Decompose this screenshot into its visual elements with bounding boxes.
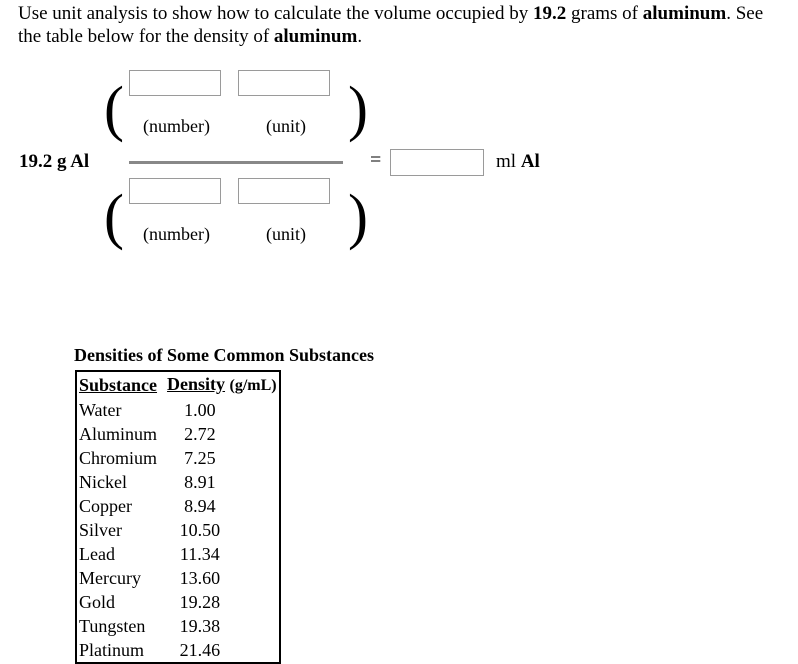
- density-cell: 2.72: [184, 424, 216, 444]
- prompt-text: the table below for the density of: [18, 26, 274, 47]
- table-row: [76, 566, 280, 590]
- prompt-line-1: [18, 2, 798, 25]
- substance-cell: Lead: [79, 544, 115, 564]
- table-row: [76, 470, 280, 494]
- denominator-number-hint: (number): [143, 224, 210, 244]
- left-paren: (: [104, 73, 124, 143]
- substance-cell: Gold: [79, 592, 115, 612]
- numerator-unit-hint: (unit): [266, 116, 306, 136]
- density-cell: 11.34: [179, 544, 220, 564]
- substance-cell: Silver: [79, 520, 122, 540]
- table-row: [76, 638, 280, 663]
- table-row: [76, 422, 280, 446]
- prompt-text: . See: [726, 3, 764, 24]
- table-row: [76, 590, 280, 614]
- fraction-bar: [129, 161, 343, 164]
- numerator-unit-input[interactable]: [238, 70, 330, 96]
- density-cell: 7.25: [184, 448, 216, 468]
- table-row: [76, 398, 280, 422]
- substance-cell: Mercury: [79, 568, 141, 588]
- prompt-text: grams of: [566, 3, 643, 24]
- substance-cell: Tungsten: [79, 616, 146, 636]
- question-prompt: [18, 2, 798, 48]
- substance-cell: Platinum: [79, 640, 145, 660]
- density-table-body: [76, 398, 280, 663]
- table-row: [76, 542, 280, 566]
- right-paren: ): [348, 181, 368, 251]
- table-header-row: [76, 371, 280, 398]
- answer-unit-substance: Al: [520, 151, 540, 172]
- density-cell: 19.28: [179, 592, 221, 612]
- table-row: [76, 446, 280, 470]
- denominator-unit-input[interactable]: [238, 178, 330, 204]
- given-quantity: 19.2 g Al: [19, 151, 90, 172]
- density-cell: 8.94: [184, 496, 216, 516]
- substance-cell: Water: [79, 400, 122, 420]
- table-caption: Densities of Some Common Substances: [74, 345, 375, 365]
- answer-unit-label: [496, 151, 540, 173]
- prompt-text: Use unit analysis to show how to calculate the volume occupied by: [18, 3, 533, 24]
- table-row: [76, 518, 280, 542]
- substance-cell: Copper: [79, 496, 132, 516]
- prompt-text: .: [357, 26, 363, 47]
- right-paren: ): [348, 73, 368, 143]
- density-cell: 1.00: [184, 400, 216, 420]
- density-cell: 13.60: [179, 568, 221, 588]
- substance-cell: Nickel: [79, 472, 127, 492]
- table-row: [76, 494, 280, 518]
- density-cell: 10.50: [179, 520, 221, 540]
- numerator-number-input[interactable]: [129, 70, 221, 96]
- prompt-substance: aluminum: [642, 3, 727, 24]
- equals-sign: =: [370, 149, 382, 171]
- density-cell: 21.46: [179, 640, 221, 660]
- denominator-unit-hint: (unit): [266, 224, 306, 244]
- prompt-line-2: [18, 25, 798, 48]
- substance-cell: Aluminum: [79, 424, 158, 444]
- header-substance: [76, 371, 159, 398]
- header-density: [159, 371, 280, 398]
- density-table: [75, 370, 281, 664]
- table-row: [76, 614, 280, 638]
- prompt-substance: aluminum: [273, 26, 358, 47]
- density-cell: 8.91: [184, 472, 216, 492]
- substance-cell: Chromium: [79, 448, 158, 468]
- answer-input[interactable]: [390, 149, 484, 176]
- density-cell: 19.38: [179, 616, 221, 636]
- prompt-mass: 19.2: [533, 3, 567, 24]
- header-density-unit: (g/mL): [229, 377, 277, 394]
- numerator-number-hint: (number): [143, 116, 210, 136]
- answer-unit-prefix: ml: [496, 151, 517, 172]
- header-substance-label: Substance: [79, 375, 158, 395]
- left-paren: (: [104, 181, 124, 251]
- denominator-number-input[interactable]: [129, 178, 221, 204]
- header-density-label: Density: [167, 374, 226, 394]
